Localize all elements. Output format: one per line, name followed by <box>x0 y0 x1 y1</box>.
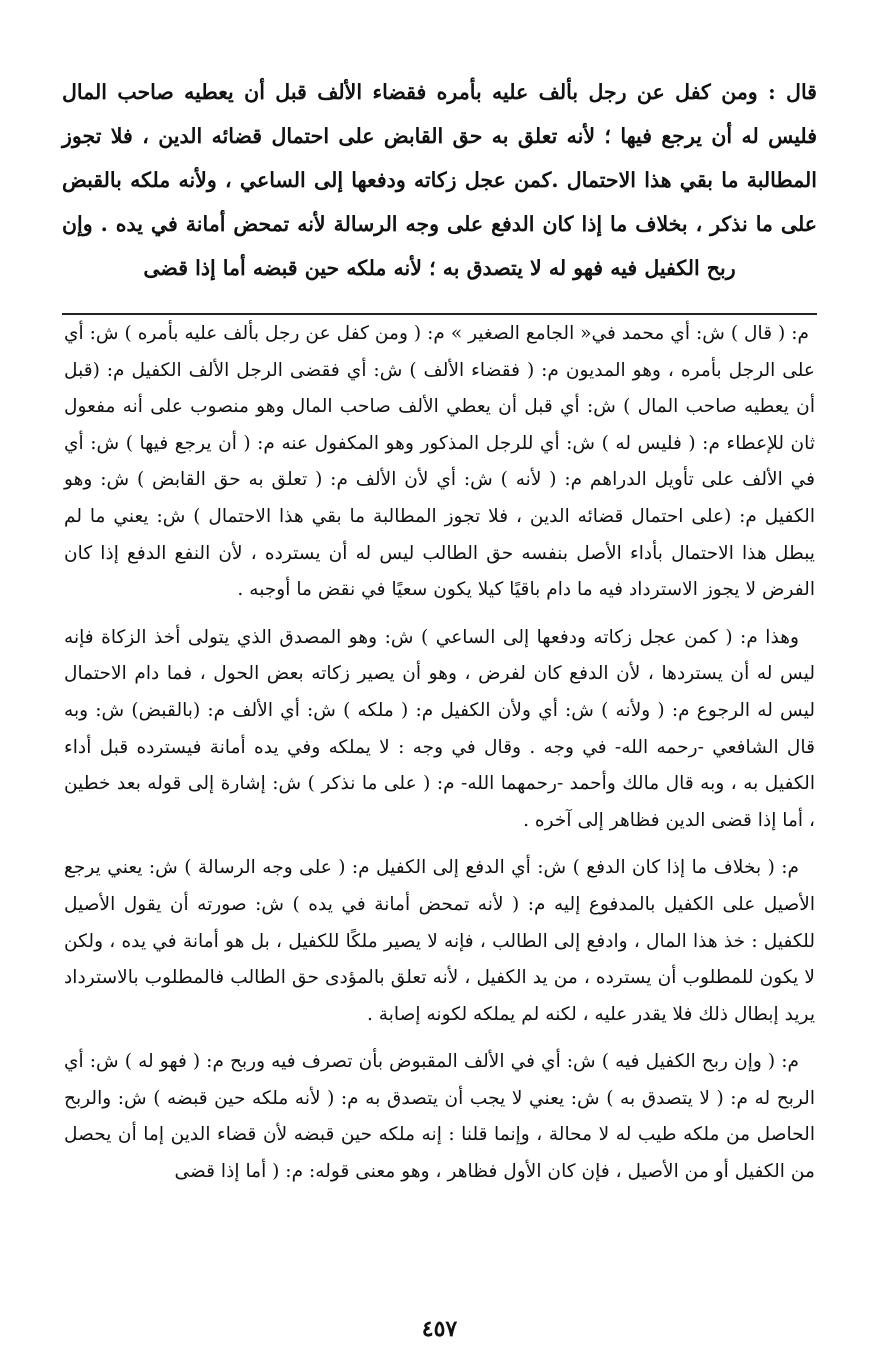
page-number: ٤٥٧ <box>421 1316 458 1342</box>
commentary-paragraph: م: ( بخلاف ما إذا كان الدفع ) ش: أي الدفع إلى الكفيل م: ( على وجه الرسالة ) ش: يعني يرجع الأصيل على الكفيل بالمدفوع إليه م: ( لأنه تمحض أمانة في يده ) ش: صورته أن يقول الأصيل للكفيل : خذ هذا المال ، وادفع إلى الطالب ، فإنه لا يصير ملكًا للكفيل ، بل هو أمانة في يده ، ولكن لا يكون للمطلوب أن يسترده ، من يد الكفيل ، لأنه تعلق بالمؤدى حق الطالب فالمطلوب بالاسترداد يريد إبطال ذلك فلا يقدر عليه ، لكنه لم يملكه لكونه إصابة . <box>64 857 815 1025</box>
commentary-block <box>64 316 815 1202</box>
commentary-paragraph: م: ( وإن ربح الكفيل فيه ) ش: أي في الألف المقبوض بأن تصرف فيه وربح م: ( فهو له ) ش: أي الربح له م: ( لا يتصدق به ) ش: يعني لا يجب أن يتصدق به م: ( لأنه ملكه حين قبضه ) ش: والربح الحاصل من ملكه طيب له لا محالة ، وإنما قلنا : إنه ملكه حين قبضه لأن قضاء الدين إما أن يحصل من الكفيل أو من الأصيل ، فإن كان الأول فظاهر ، وهو معنى قوله: م: ( أما إذا قضى <box>64 1051 815 1183</box>
commentary-paragraph: وهذا م: ( كمن عجل زكاته ودفعها إلى الساعي ) ش: وهو المصدق الذي يتولى أخذ الزكاة فإنه ليس له أن يستردها ، لأن الدفع كان لفرض ، وهو أن يصير زكاته بعض الحول ، فما دام الاحتمال ليس له الرجوع م: ( ولأنه ) ش: أي ولأن الكفيل م: ( ملكه ) ش: أي الألف م: (بالقبض) ش: وبه قال الشافعي -رحمه الله- في وجه . وقال في وجه : لا يملكه وفي يده أمانة فيسترده قبل أداء الكفيل به ، وبه قال مالك وأحمد -رحمهما الله- م: ( على ما نذكر ) ش: إشارة إلى قوله بعد خطين ، أما إذا قضى الدين فظاهر إلى آخره . <box>64 626 815 831</box>
main-text-block: قال : ومن كفل عن رجل بألف عليه بأمره فقضاء الألف قبل أن يعطيه صاحب المال فليس له أن يرجع فيها ؛ لأنه تعلق به حق القابض على احتمال قضائه الدين ، فلا تجوز المطالبة ما بقي هذا الاحتمال .كمن عجل زكاته ودفعها إلى الساعي ، ولأنه ملكه بالقبض على ما نذكر ، بخلاف ما إذا كان الدفع على وجه الرسالة لأنه تمحض أمانة في يده . وإن ربح الكفيل فيه فهو له لا يتصدق به ؛ لأنه ملكه حين قبضه أما إذا قضى <box>62 80 817 280</box>
section-separator-line <box>62 313 817 315</box>
commentary-paragraph: م: ( قال ) ش: أي محمد في« الجامع الصغير » م: ( ومن كفل عن رجل بألف عليه بأمره ) ش: أي على الرجل بأمره ، وهو المديون م: ( فقضاء الألف ) ش: أي فقضى الرجل الألف الكفيل م: (قبل أن يعطيه صاحب المال ) ش: أي قبل أن يعطي الألف صاحب المال وهو منصوب على أنه مفعول ثان للإعطاء م: ( فليس له ) ش: أي للرجل المذكور وهو المكفول عنه م: ( أن يرجع فيها ) ش: أي في الألف على تأويل الدراهم م: ( لأنه ) ش: أي لأن الألف م: ( تعلق به حق القابض ) ش: وهو الكفيل م: (على احتمال قضائه الدين ، فلا تجوز المطالبة ما بقي هذا الاحتمال ) ش: يعني ما لم يبطل هذا الاحتمال بأداء الأصل بنفسه حق الطالب ليس له أن يسترده ، لأن النفع الدفع إذا كان الفرض لا يجوز الاسترداد فيه ما دام باقيًا كيلا يكون سعيًا في نقض ما أوجبه . <box>64 323 815 601</box>
